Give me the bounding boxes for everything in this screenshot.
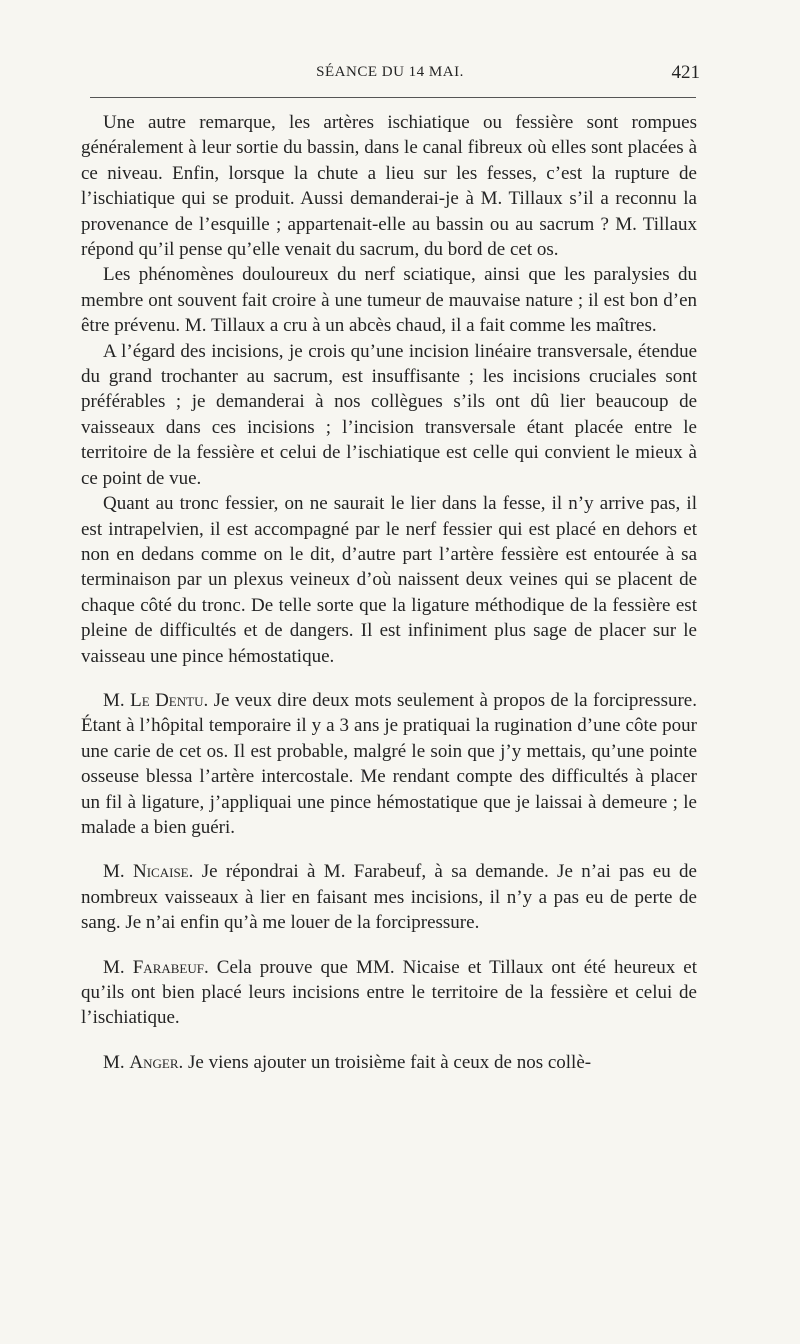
intervention-text: . Cela prouve que MM. Nicaise et Tillaux ont été heureux et qu’ils ont bien placé leurs incisions entre le territoire de la fessière et celui de l’ischiatique.: [81, 956, 697, 1029]
intervention-anger: [81, 1050, 697, 1075]
speaker-name: Anger: [129, 1051, 179, 1073]
speaker-name: Nicaise: [133, 861, 189, 883]
intervention-nicaise: [81, 859, 697, 935]
intervention-text: . Je veux dire deux mots seulement à propos de la forcipressure. Étant à l’hôpital temporaire il y a 3 ans je pratiquai la rugination d’une côte pour une carie de cet os. Il est probable, malgré le soin que j’y mettais, qu’une pointe osseuse blessa l’artère intercostale. Me rendant compte des difficultés à placer un fil à ligature, j’appliquai une pince hémostatique que je laissai à demeure ; le malade a bien guéri.: [81, 689, 697, 838]
paragraph-3: A l’égard des incisions, je crois qu’une incision linéaire transversale, étendue du grand trochanter au sacrum, est insuffisante ; les incisions cruciales sont préférables ; je demanderai à nos collègues s’ils ont dû lier beaucoup de vaisseaux dans ces incisions ; l’incision transversale étant placée entre le territoire de la fessière et celui de l’ischiatique est celle qui convient le mieux à ce point de vue.: [81, 340, 697, 489]
intervention-text: . Je répondrai à M. Farabeuf, à sa demande. Je n’ai pas eu de nombreux vaisseaux à lier en faisant mes incisions, il n’y a pas eu de perte de sang. Je n’ai enfin qu’à me louer de la forcipressure.: [81, 861, 697, 934]
speaker-prefix: M.: [103, 1051, 130, 1073]
paragraph-4: Quant au tronc fessier, on ne saurait le lier dans la fesse, il n’y arrive pas, il est intrapelvien, il est accompagné par le nerf fessier qui est placé en dehors et non en dedans comme on le dit, d’autre part l’artère fessière est entourée à sa terminaison par un plexus veineux d’où naissent deux veines qui se placent de chaque côté du tronc. De telle sorte que la ligature méthodique de la fessière est pleine de difficultés et de dangers. Il est infiniment plus sage de placer sur le vaisseau une pince hémostatique.: [81, 493, 697, 667]
intervention-text: . Je viens ajouter un troisième fait à ceux de nos collè-: [178, 1051, 592, 1073]
header-rule: [90, 97, 696, 98]
intervention-le-dentu: [81, 688, 697, 840]
running-title: SÉANCE DU 14 MAI.: [316, 64, 464, 80]
speaker-name: Farabeuf: [132, 956, 204, 978]
paragraph-2: Les phénomènes douloureux du nerf sciatique, ainsi que les paralysies du membre ont souvent fait croire à une tumeur de mauvaise nature ; il est bon d’en être prévenu. M. Tillaux a cru à un abcès chaud, il a fait comme les maîtres.: [81, 264, 697, 337]
running-head: [80, 62, 700, 86]
page-number: 421: [671, 62, 700, 83]
speaker-name: Le Dentu: [130, 689, 204, 711]
intervention-farabeuf: [81, 955, 697, 1031]
body-text: [81, 110, 697, 1075]
paragraph-1: Une autre remarque, les artères ischiatique ou fessière sont rompues généralement à leur sortie du bassin, dans le canal fibreux où elles sont placées à ce niveau. Enfin, lorsque la chute a lieu sur les fesses, c’est la rupture de l’ischiatique qui se produit. Aussi demanderai-je à M. Tillaux s’il a reconnu la provenance de l’esquille ; appartenait-elle au bassin ou au sacrum ? M. Tillaux répond qu’il pense qu’elle venait du sacrum, du bord de cet os.: [81, 112, 697, 261]
speaker-prefix: M.: [103, 956, 133, 978]
speaker-prefix: M.: [103, 861, 133, 883]
speaker-prefix: M.: [103, 689, 131, 711]
